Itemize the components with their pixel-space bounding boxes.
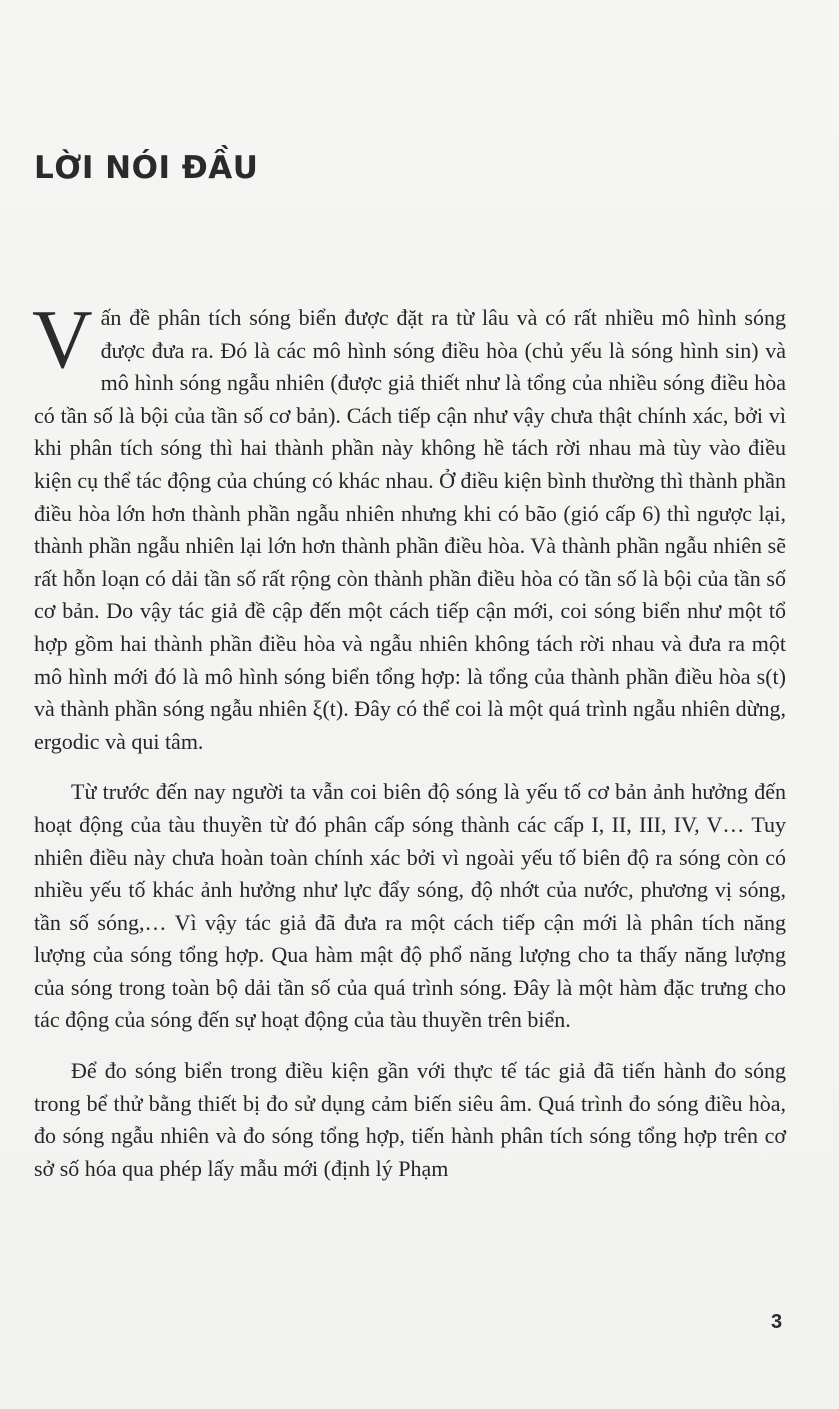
- drop-cap: V: [32, 293, 93, 386]
- page-title: LỜI NÓI ĐẦU: [34, 150, 259, 186]
- paragraph-1-text: ấn đề phân tích sóng biển được đặt ra từ lâu và có rất nhiều mô hình sóng được đưa ra. Đó là các mô hình sóng điều hòa (chủ yếu là sóng hình sin) và mô hình sóng ngẫu nhiên (được giả thiết như là tổng của nhiều sóng điều hòa có tần số là bội của tần số cơ bản). Cách tiếp cận như vậy chưa thật chính xác, bởi vì khi phân tích sóng thì hai thành phần này không hề tách rời nhau mà tùy vào điều kiện cụ thể tác động của chúng có khác nhau. Ở điều kiện bình thường thì thành phần điều hòa lớn hơn thành phần ngẫu nhiên nhưng khi có bão (gió cấp 6) thì ngược lại, thành phần ngẫu nhiên lại lớn hơn thành phần điều hòa. Và thành phần ngẫu nhiên sẽ rất hỗn loạn có dải tần số rất rộng còn thành phần điều hòa có tần số là bội của tần số cơ bản. Do vậy tác giả đề cập đến một cách tiếp cận mới, coi sóng biển như một tổ hợp gồm hai thành phần điều hòa và ngẫu nhiên không tách rời nhau và đưa ra một mô hình mới đó là mô hình sóng biển tổng hợp: là tổng của thành phần điều hòa s(t) và thành phần sóng ngẫu nhiên ξ(t). Đây có thể coi là một quá trình ngẫu nhiên dừng, ergodic và qui tâm.: [34, 305, 786, 754]
- page-number: 3: [771, 1311, 783, 1333]
- paragraph-3: Để đo sóng biển trong điều kiện gần với thực tế tác giả đã tiến hành đo sóng trong bể thử bằng thiết bị đo sử dụng cảm biến siêu âm. Quá trình đo sóng điều hòa, đo sóng ngẫu nhiên và đo sóng tổng hợp, tiến hành phân tích sóng tổng hợp trên cơ sở số hóa qua phép lấy mẫu mới (định lý Phạm: [34, 1058, 786, 1181]
- paragraph-2: Từ trước đến nay người ta vẫn coi biên độ sóng là yếu tố cơ bản ảnh hưởng đến hoạt động của tàu thuyền từ đó phân cấp sóng thành các cấp I, II, III, IV, V… Tuy nhiên điều này chưa hoàn toàn chính xác bởi vì ngoài yếu tố biên độ ra sóng còn có nhiều yếu tố khác ảnh hưởng như lực đẩy sóng, độ nhớt của nước, phương vị sóng, tần số sóng,… Vì vậy tác giả đã đưa ra một cách tiếp cận mới là phân tích năng lượng của sóng tổng hợp. Qua hàm mật độ phổ năng lượng cho ta thấy năng lượng của sóng trong toàn bộ dải tần số của quá trình sóng. Đây là một hàm đặc trưng cho tác động của sóng đến sự hoạt động của tàu thuyền trên biển.: [34, 779, 786, 1033]
- paragraph-1: [32, 293, 786, 758]
- preface-body: [32, 293, 786, 1203]
